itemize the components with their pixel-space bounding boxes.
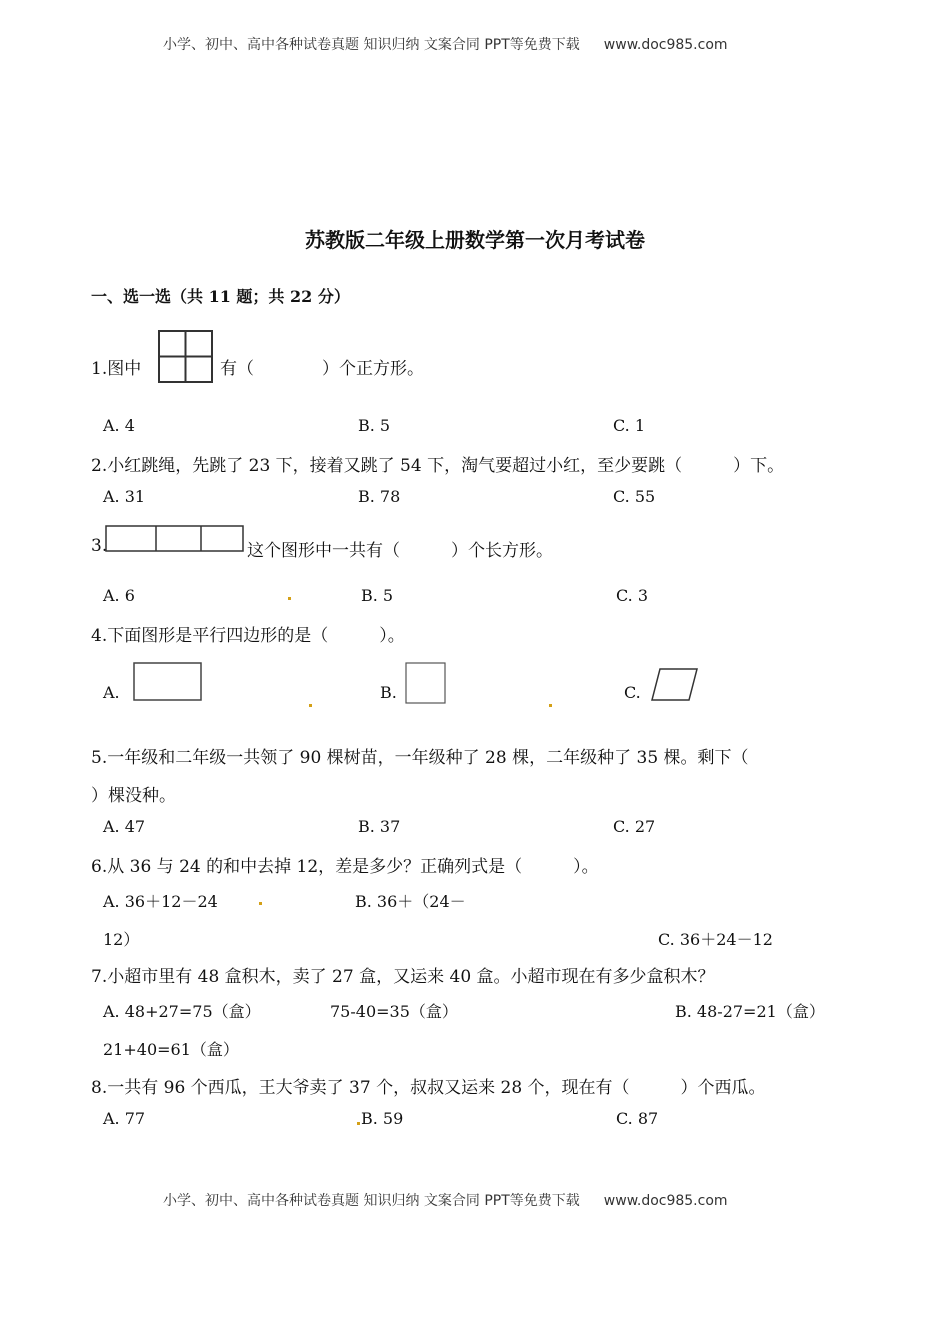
q8-option-b[interactable]: B. 59 — [361, 1109, 404, 1128]
question-7-text: 7.小超市里有 48 盒积木，卖了 27 盒，又运来 40 盒。小超市现在有多少盒积木？ — [91, 967, 715, 987]
q3-option-a[interactable]: A. 6 — [103, 586, 135, 605]
question-3-text: 这个图形中一共有（ ）个长方形。 — [247, 541, 553, 561]
page-header — [163, 34, 728, 54]
question-4-text: 4.下面图形是平行四边形的是（ ）。 — [91, 626, 405, 646]
decorative-dot — [357, 1122, 360, 1125]
section-heading: 一、选一选（共 11 题；共 22 分） — [91, 287, 350, 306]
q7-option-a[interactable]: A. 48+27=75（盒） — [103, 1002, 261, 1021]
q1-option-a[interactable]: A. 4 — [103, 416, 135, 435]
q7-option-a-step2: 75-40=35（盒） — [330, 1002, 458, 1021]
q6-option-c[interactable]: C. 36＋24－12 — [658, 930, 773, 949]
q1-option-c[interactable]: C. 1 — [613, 416, 646, 435]
decorative-dot — [288, 597, 291, 600]
decorative-dot — [259, 902, 262, 905]
q7-option-b[interactable]: B. 48-27=21（盒） — [675, 1002, 825, 1021]
q5-option-a[interactable]: A. 47 — [103, 817, 146, 836]
question-1-prefix: 1.图中 — [91, 359, 142, 379]
q6-option-b-continued: 12） — [103, 930, 140, 949]
question-3-prefix: 3. — [91, 536, 108, 556]
decorative-dot — [309, 704, 312, 707]
header-url[interactable]: www.doc985.com — [603, 37, 728, 53]
four-square-grid-figure — [158, 330, 214, 384]
decorative-dot — [549, 704, 552, 707]
q1-option-b[interactable]: B. 5 — [358, 416, 391, 435]
question-5-text: 5.一年级和二年级一共领了 90 棵树苗，一年级种了 28 棵，二年级种了 35 棵。剩下（ — [91, 748, 749, 768]
q2-option-b[interactable]: B. 78 — [358, 487, 401, 506]
question-2-text: 2.小红跳绳，先跳了 23 下，接着又跳了 54 下，淘气要超过小红，至少要跳（ ）下。 — [91, 456, 785, 476]
page-footer — [163, 1190, 728, 1210]
q4-option-a-label[interactable]: A. — [103, 683, 120, 702]
footer-url[interactable]: www.doc985.com — [603, 1193, 728, 1209]
page-title: 苏教版二年级上册数学第一次月考试卷 — [305, 228, 645, 252]
q2-option-c[interactable]: C. 55 — [613, 487, 656, 506]
question-1-text: 有（ ）个正方形。 — [220, 359, 424, 379]
parallelogram-figure — [651, 668, 699, 702]
question-5-text-continued: ）棵没种。 — [91, 786, 176, 806]
q7-option-b-step2: 21+40=61（盒） — [103, 1040, 239, 1059]
q3-option-b[interactable]: B. 5 — [361, 586, 394, 605]
rectangle-figure — [133, 662, 203, 702]
question-6-text: 6.从 36 与 24 的和中去掉 12，差是多少？正确列式是（ ）。 — [91, 857, 599, 877]
q6-option-b[interactable]: B. 36＋（24－ — [355, 892, 466, 911]
three-rectangle-strip-figure — [105, 525, 245, 553]
q4-option-b-label[interactable]: B. — [380, 683, 397, 702]
q5-option-c[interactable]: C. 27 — [613, 817, 656, 836]
q5-option-b[interactable]: B. 37 — [358, 817, 401, 836]
question-8-text: 8.一共有 96 个西瓜，王大爷卖了 37 个，叔叔又运来 28 个，现在有（ ）个西瓜。 — [91, 1078, 766, 1098]
q3-option-c[interactable]: C. 3 — [616, 586, 649, 605]
square-figure — [405, 662, 447, 704]
q4-option-c-label[interactable]: C. — [624, 683, 641, 702]
q8-option-c[interactable]: C. 87 — [616, 1109, 659, 1128]
q8-option-a[interactable]: A. 77 — [103, 1109, 146, 1128]
q6-option-a[interactable]: A. 36＋12－24 — [103, 892, 218, 911]
q2-option-a[interactable]: A. 31 — [103, 487, 146, 506]
header-text: 小学、初中、高中各种试卷真题 知识归纳 文案合同 PPT等免费下载 — [163, 37, 580, 53]
footer-text: 小学、初中、高中各种试卷真题 知识归纳 文案合同 PPT等免费下载 — [163, 1193, 580, 1209]
